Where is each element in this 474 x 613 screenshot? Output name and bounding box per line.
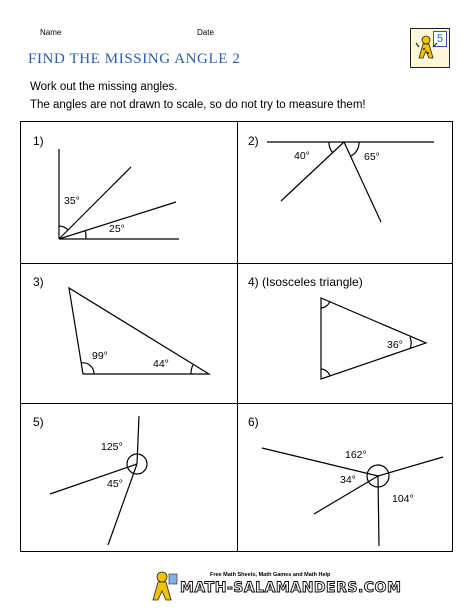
question-6-angle-a: 162°: [345, 449, 367, 461]
question-6-label: 6): [248, 415, 259, 429]
question-2-diagram: [238, 122, 454, 263]
question-2-angle-a: 40°: [294, 150, 310, 162]
footer-brand: MATH-SALAMANDERS.COM: [180, 580, 402, 596]
grade-badge: 5: [433, 31, 447, 47]
footer-tagline: Free Math Sheets, Math Games and Math Help: [210, 572, 331, 578]
question-4: [238, 264, 454, 403]
question-6-angle-b: 34°: [340, 474, 356, 486]
question-3-diagram: [21, 264, 237, 403]
question-5-angle-a: 125°: [101, 441, 123, 453]
salamander-icon: [415, 34, 439, 64]
question-5: [21, 404, 237, 553]
question-5-label: 5): [33, 415, 44, 429]
instruction-line-2: The angles are not drawn to scale, so do not try to measure them!: [30, 99, 366, 111]
question-grid: [20, 121, 453, 552]
question-5-diagram: [21, 404, 237, 553]
question-6: [238, 404, 454, 553]
date-label: Date: [197, 28, 214, 37]
question-3-angle-b: 44°: [153, 358, 169, 370]
question-6-angle-c: 104°: [392, 493, 414, 505]
question-3-label: 3): [33, 275, 44, 289]
question-2-angle-b: 65°: [364, 151, 380, 163]
footer-salamander-icon: [150, 570, 180, 604]
question-5-angle-b: 45°: [107, 478, 123, 490]
question-3: [21, 264, 237, 403]
worksheet-title: FIND THE MISSING ANGLE 2: [28, 51, 241, 67]
question-4-diagram: [238, 264, 454, 403]
question-1-angle-b: 25°: [109, 223, 125, 235]
question-6-diagram: [238, 404, 454, 553]
question-1: [21, 122, 237, 263]
question-1-label: 1): [33, 134, 44, 148]
question-4-angle-a: 36°: [387, 339, 403, 351]
instruction-line-1: Work out the missing angles.: [30, 81, 178, 93]
question-1-angle-a: 35°: [64, 195, 80, 207]
name-label: Name: [40, 28, 62, 37]
question-2: [238, 122, 454, 263]
footer-branding: [150, 570, 402, 604]
salamander-logo: [410, 28, 450, 68]
question-3-angle-a: 99°: [92, 350, 108, 362]
question-1-diagram: [21, 122, 237, 263]
question-4-label: 4) (Isosceles triangle): [248, 275, 363, 289]
question-2-label: 2): [248, 134, 259, 148]
